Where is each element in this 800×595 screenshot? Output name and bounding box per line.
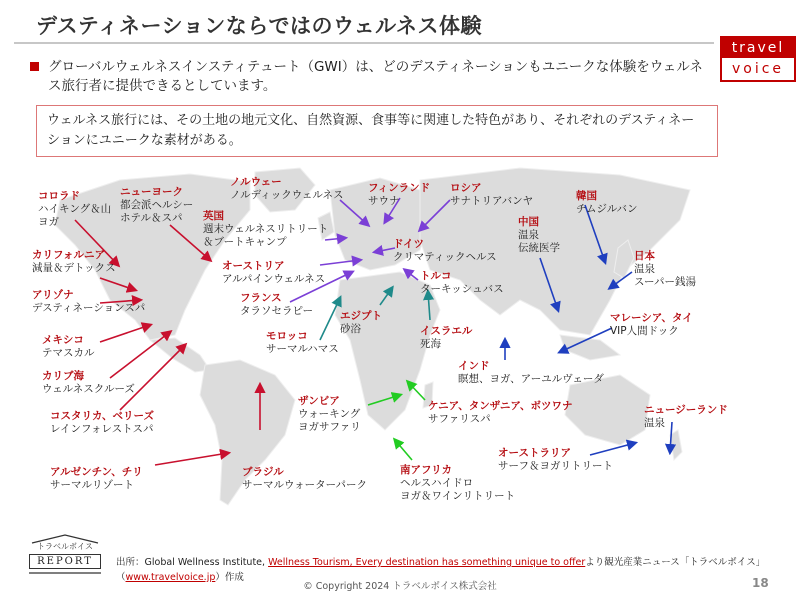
dest-australia: オーストラリア サーフ＆ヨガリトリート <box>498 447 613 472</box>
dest-colorado: コロラド ハイキング＆山 ヨガ <box>38 190 112 228</box>
dest-argentina: アルゼンチン、チリ サーマルリゾート <box>50 466 143 491</box>
arrow-argentina <box>155 453 228 465</box>
dest-israel: イスラエル 死海 <box>420 325 473 350</box>
dest-india: インド 瞑想、ヨガ、アーユルヴェーダ <box>458 360 604 385</box>
dest-newzealand: ニュージーランド 温泉 <box>644 404 728 429</box>
title-divider <box>14 42 714 44</box>
logo-top-text: travel <box>722 38 794 58</box>
source-close: ）作成 <box>215 572 244 583</box>
source-open-paren: （ <box>116 572 126 583</box>
dest-caribbean: カリブ海 ウェルネスクルーズ <box>42 370 135 395</box>
logo-bottom-text: voice <box>731 61 785 77</box>
arrow-southafrica <box>395 440 412 460</box>
arrow-mexico <box>100 325 150 342</box>
dest-southafrica: 南アフリカ ヘルスハイドロ ヨガ＆ワインリトリート <box>400 464 516 502</box>
central-america-shape <box>150 338 210 372</box>
dest-china: 中国 温泉 伝統医学 <box>518 216 560 254</box>
bullet-square-icon <box>30 62 39 71</box>
dest-korea: 韓国 チムジルバン <box>576 190 638 215</box>
dest-egypt: エジプト 砂浴 <box>340 310 382 335</box>
dest-russia: ロシア サナトリアバンヤ <box>450 182 534 207</box>
dest-newyork: ニューヨーク 都会派ヘルシー ホテル＆スパ <box>120 186 194 224</box>
dest-japan: 日本 温泉 スーパー銭湯 <box>634 250 696 288</box>
dest-malaysia: マレーシア、タイ VIP人間ドック <box>610 312 693 337</box>
bullet-text: グローバルウェルネスインスティテュート（GWI）は、どのデスティネーションもユニークな体験をウェルネス旅行者に提供できるとしています。 <box>48 59 703 94</box>
source-prefix: 出所：Global Wellness Institute, <box>116 557 269 568</box>
dest-norway: ノルウェー ノルディックウェルネス <box>230 176 344 201</box>
source-line <box>116 556 765 569</box>
dest-costarica: コスタリカ、ベリーズ レインフォレストスパ <box>50 410 154 435</box>
source-link[interactable]: Wellness Tourism, Every destination has something unique to offer <box>268 557 586 568</box>
dest-austria: オーストリア アルパインウェルネス <box>222 260 326 285</box>
note-box: ウェルネス旅行には、その土地の地元文化、自然資源、食事等に関連した特色があり、それぞれのデスティネーションにユニークな素材がある。 <box>36 105 718 157</box>
page-title: デスティネーションならではのウェルネス体験 <box>36 14 483 38</box>
travelvoice-logo <box>720 36 796 82</box>
dest-california: カリフォルニア 減量＆デトックス <box>32 249 116 274</box>
dest-kenya: ケニア、タンザニア、ボツワナ サファリスパ <box>428 400 573 425</box>
dest-mexico: メキシコ テマスカル <box>42 334 95 359</box>
report-badge-title: トラベルボイス <box>37 542 93 551</box>
dest-germany: ドイツ クリマティックヘルス <box>393 238 497 263</box>
travelvoice-report-badge <box>26 533 104 577</box>
copyright: © Copyright 2024 トラベルボイス株式会社 <box>303 581 497 592</box>
dest-france: フランス タラソセラピー <box>240 292 314 317</box>
dest-arizona: アリゾナ デスティネーションスパ <box>32 289 146 314</box>
dest-uk: 英国 週末ウェルネスリトリート ＆ブートキャンプ <box>203 210 329 248</box>
dest-brazil: ブラジル サーマルウォーターパーク <box>242 466 368 491</box>
dest-turkey: トルコ ターキッシュバス <box>420 270 504 295</box>
page-number: 18 <box>752 576 769 590</box>
dest-morocco: モロッコ サーマルハマス <box>266 330 339 355</box>
dest-finland: フィンランド サウナ <box>368 182 431 207</box>
report-badge-label: REPORT <box>29 554 101 569</box>
source-url-link[interactable]: www.travelvoice.jp <box>125 572 216 583</box>
source-suffix: より観光産業ニュース「トラベルボイス」 <box>585 557 766 568</box>
dest-zambia: ザンビア ウォーキング ヨガサファリ <box>298 395 361 433</box>
